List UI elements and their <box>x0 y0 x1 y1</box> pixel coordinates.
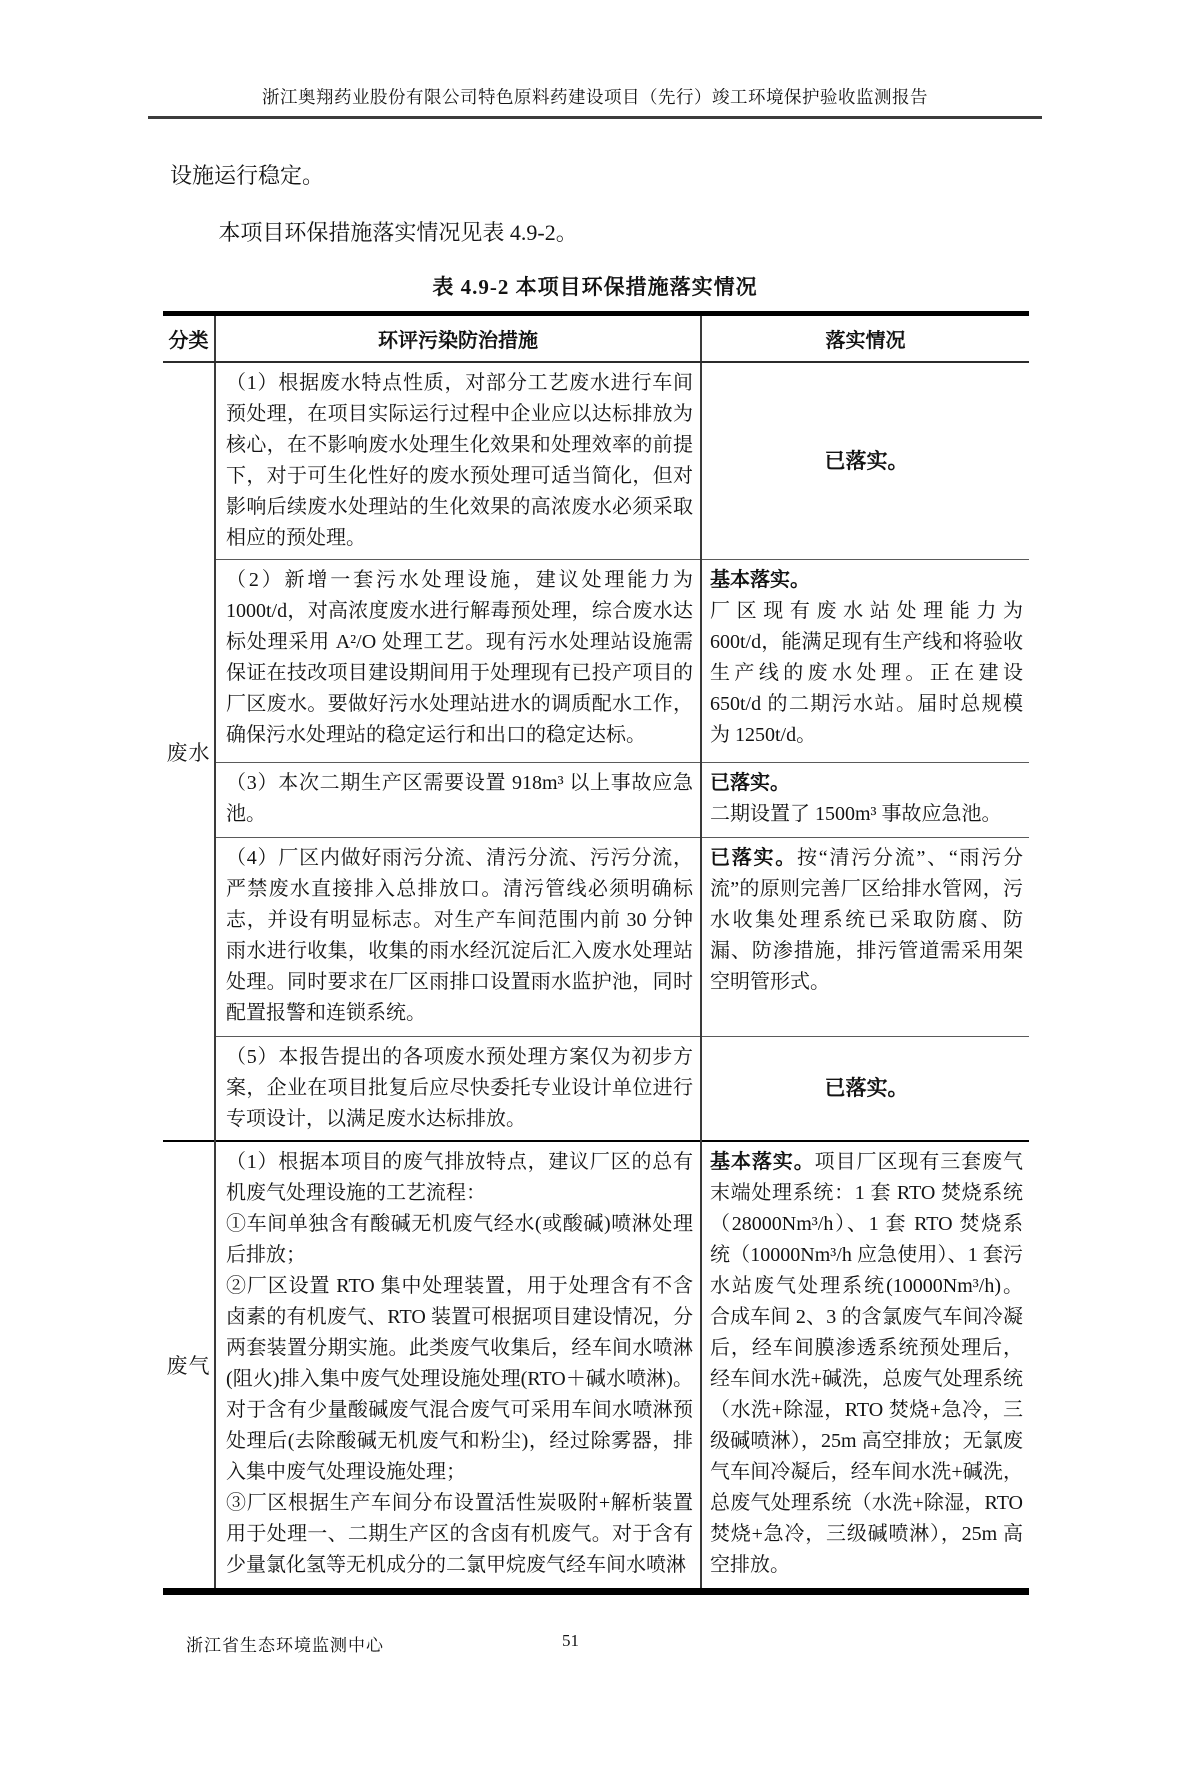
footer-organization: 浙江省生态环境监测中心 <box>186 1636 384 1655</box>
col-header-category: 分类 <box>163 314 215 363</box>
status-cell <box>701 763 1029 838</box>
status-cell <box>701 1141 1029 1592</box>
measure-cell: （4）厂区内做好雨污分流、清污分流、污污分流，严禁废水直接排入总排放口。清污管线必须明确标志，并设有明显标志。对生产车间范围内前 30 分钟雨水进行收集，收集的雨水经沉淀后汇入废水处理站处理。同时要求在厂区雨排口设置雨水监护池，同时配置报警和连锁系统。 <box>215 838 701 1037</box>
table-row <box>163 560 1029 763</box>
status-label: 已落实。 <box>710 772 790 794</box>
table-row <box>163 362 1029 560</box>
status-detail: 二期设置了 1500m³ 事故应急池。 <box>710 803 1002 825</box>
status-detail: 厂区现有废水站处理能力为 600t/d，能满足现有生产线和将验收生产线的废水处理。正在建设 650t/d 的二期污水站。届时总规模为 1250t/d。 <box>710 600 1023 746</box>
table-row <box>163 838 1029 1037</box>
measure-paragraph: ②厂区设置 RTO 集中处理装置，用于处理含有不含卤素的有机废气、RTO 装置可根据项目建设情况，分两套装置分期实施。此类废气收集后，经车间水喷淋(阻火)排入集中废气处理设施处理(RTO＋碱水喷淋)。对于含有少量酸碱废气混合废气可采用车间水喷淋预处理后(去除酸碱无机废气和粉尘)，经过除雾器，排入集中废气处理设施处理； <box>226 1275 693 1483</box>
measure-paragraph: （1）根据本项目的废气排放特点，建议厂区的总有机废气处理设施的工艺流程： <box>226 1151 693 1204</box>
status-cell: 已落实。 <box>701 1037 1029 1142</box>
measure-cell: （1）根据废水特点性质，对部分工艺废水进行车间预处理，在项目实际运行过程中企业应以达标排放为核心，在不影响废水处理生化效果和处理效率的前提下，对于可生化性好的废水预处理可适当简化，但对影响后续废水处理站的生化效果的高浓废水必须采取相应的预处理。 <box>215 362 701 560</box>
col-header-measures: 环评污染防治措施 <box>215 314 701 363</box>
status-cell: 已落实。 <box>824 448 909 473</box>
page-header: 浙江奥翔药业股份有限公司特色原料药建设项目（先行）竣工环境保护验收监测报告 <box>148 84 1042 119</box>
col-header-status: 落实情况 <box>701 314 1029 363</box>
paragraph-facility-stable: 设施运行稳定。 <box>170 163 325 188</box>
measure-cell: （2）新增一套污水处理设施，建议处理能力为1000t/d，对高浓度废水进行解毒预处理，综合废水达标处理采用 A²/O 处理工艺。现有污水处理站设施需保证在技改项目建设期间用于处理现有已投产项目的厂区废水。要做好污水处理站进水的调质配水工作，确保污水处理站的稳定运行和出口的稳定达标。 <box>215 560 701 763</box>
table-row <box>163 1037 1029 1142</box>
measure-paragraph: ③厂区根据生产车间分布设置活性炭吸附+解析装置用于处理一、二期生产区的含卤有机废气。对于含有少量氯化氢等无机成分的二氯甲烷废气经车间水喷淋 <box>226 1492 693 1576</box>
status-label: 基本落实。 <box>710 1151 815 1173</box>
table-caption: 表 4.9-2 本项目环保措施落实情况 <box>432 275 758 299</box>
category-cell-wastegas: 废气 <box>163 1141 215 1592</box>
measure-paragraph: ①车间单独含有酸碱无机废气经水(或酸碱)喷淋处理后排放； <box>226 1213 693 1266</box>
status-label: 已落实。 <box>710 847 798 869</box>
status-detail: 项目厂区现有三套废气末端处理系统：1 套 RTO 焚烧系统（28000Nm³/h）、1 套 RTO 焚烧系统（10000Nm³/h 应急使用）、1 套污水站废气处理系统(10000Nm³/h)。合成车间 2、3 的含氯废气车间冷凝后，经车间膜渗透系统预处理后，经车间水洗+碱洗，总废气处理系统（水洗+除湿，RTO 焚烧+急冷，三级碱喷淋），25m 高空排放；无氯废气车间冷凝后，经车间水洗+碱洗，总废气处理系统（水洗+除湿，RTO 焚烧+急冷，三级碱喷淋），25m 高空排放。 <box>710 1151 1024 1576</box>
table-row <box>163 1141 1029 1592</box>
paragraph-table-reference: 本项目环保措施落实情况见表 4.9-2。 <box>218 220 578 245</box>
status-cell <box>701 838 1029 1037</box>
measure-cell <box>215 1141 701 1592</box>
table-header-row <box>163 314 1029 363</box>
table-row <box>163 763 1029 838</box>
measure-cell: （3）本次二期生产区需要设置 918m³ 以上事故应急池。 <box>215 763 701 838</box>
status-detail: 按“清污分流”、“雨污分流”的原则完善厂区给排水管网，污水收集处理系统已采取防腐、防漏、防渗措施，排污管道需采用架空明管形式。 <box>710 847 1023 993</box>
env-measures-table <box>163 311 1029 1595</box>
measure-cell: （5）本报告提出的各项废水预处理方案仅为初步方案，企业在项目批复后应尽快委托专业设计单位进行专项设计，以满足废水达标排放。 <box>215 1037 701 1142</box>
page-number: 51 <box>562 1631 579 1650</box>
status-cell <box>701 560 1029 763</box>
category-cell-wastewater: 废水 <box>163 362 215 1141</box>
status-label: 基本落实。 <box>710 569 810 591</box>
